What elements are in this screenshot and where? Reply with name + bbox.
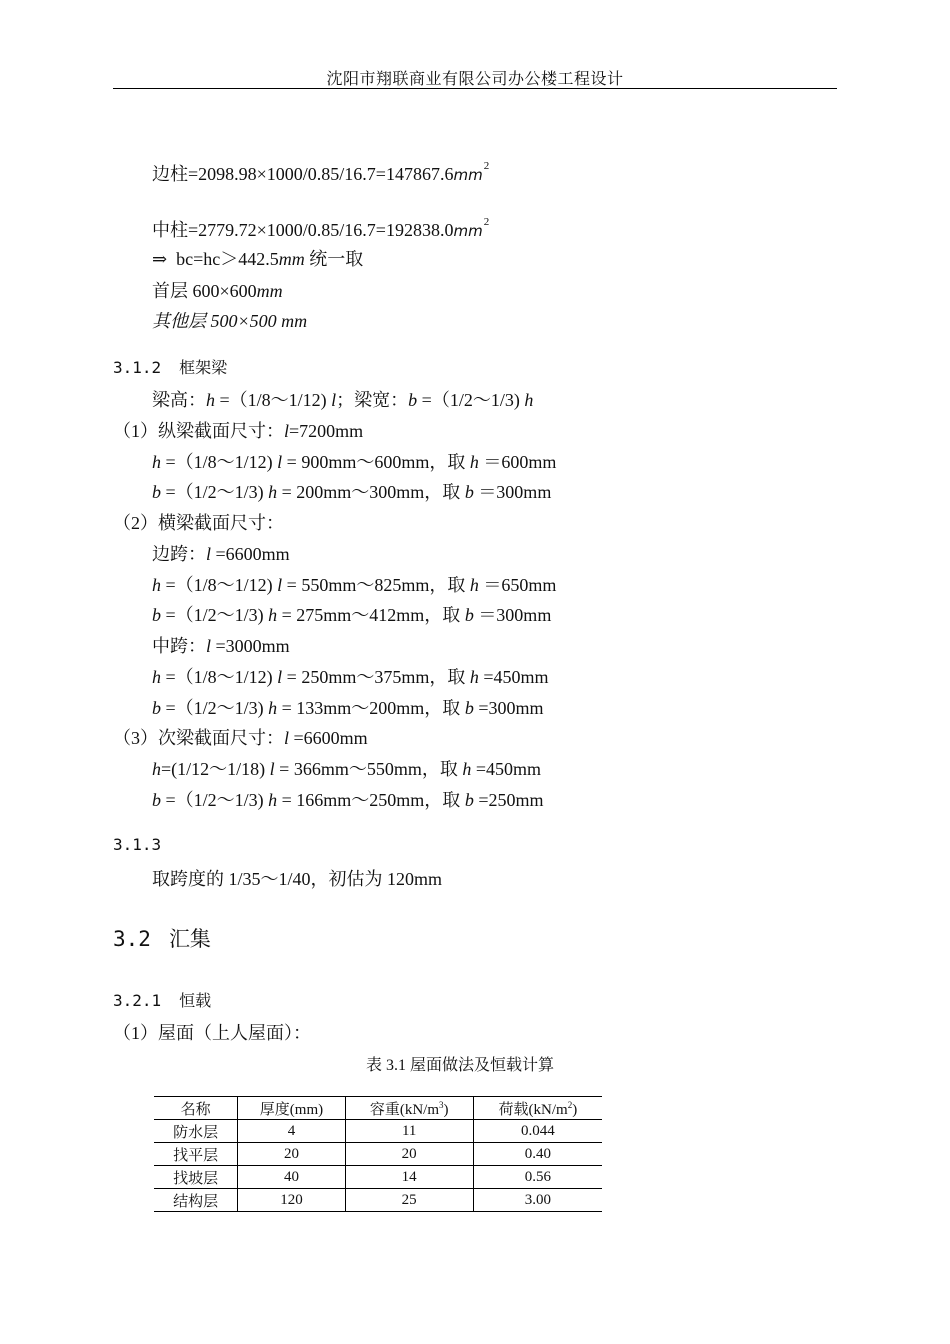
ratio-text: =(1/12～1/18)	[161, 759, 270, 779]
ratio-text: =（1/2～1/3)	[161, 605, 269, 625]
mid-h-line	[152, 666, 548, 688]
range-text: = 200mm～300mm，取	[277, 482, 465, 502]
var-b: b	[464, 790, 474, 810]
beam-rule-line	[152, 389, 533, 411]
edge-column-formula	[152, 155, 489, 186]
span-value: =6600mm	[211, 544, 290, 564]
var-l: l	[206, 636, 212, 656]
var-l: l	[284, 728, 290, 748]
column-result-line	[152, 248, 363, 270]
range-text: = 133mm～200mm，取	[277, 698, 465, 718]
edge-span-line	[152, 543, 290, 565]
var-l: l	[331, 390, 337, 410]
var-h: h	[206, 390, 215, 410]
secondary-beam-heading	[113, 727, 368, 749]
mid-b-line	[152, 697, 543, 719]
var-b: b	[408, 390, 418, 410]
range-text: = 900mm～600mm，取	[282, 452, 470, 472]
column-result-unit: mm	[278, 249, 305, 269]
beam-width-label: ；梁宽：	[336, 390, 409, 410]
cell-unit-weight: 11	[345, 1120, 473, 1143]
header-rule	[113, 88, 837, 89]
ratio-text: =（1/8～1/12)	[161, 667, 278, 687]
cell-name: 找平层	[154, 1143, 238, 1166]
var-h: h	[268, 790, 278, 810]
ratio-text: =（1/2～1/3)	[161, 790, 269, 810]
var-h: h	[152, 452, 161, 472]
table-row	[154, 1189, 602, 1212]
section-3-2-1-heading	[113, 988, 211, 1011]
var-h: h	[469, 667, 479, 687]
var-l: l	[277, 667, 283, 687]
span-value: =6600mm	[289, 728, 368, 748]
section-number: 3.2	[113, 927, 151, 951]
table-caption: 表 3.1 屋面做法及恒载计算	[365, 1057, 554, 1074]
ratio-text: =（1/2～1/3)	[417, 390, 525, 410]
var-l: l	[206, 544, 212, 564]
var-h: h	[268, 605, 278, 625]
var-h: h	[152, 667, 161, 687]
var-b: b	[152, 790, 161, 810]
var-l: l	[284, 421, 290, 441]
mid-column-unit-exp: 2	[483, 216, 490, 228]
mid-column-unit: mm	[453, 222, 483, 240]
ratio-text: =（1/8～1/12)	[215, 390, 332, 410]
cell-load: 3.00	[524, 1191, 552, 1208]
section-title: 恒载	[179, 991, 212, 1010]
column-result-text: bc=hc＞442.5	[176, 249, 279, 269]
roof-heading: （1）屋面（上人屋面）：	[113, 1023, 311, 1043]
secondary-h-line	[152, 758, 541, 780]
var-h: h	[469, 452, 479, 472]
cell-thickness: 4	[238, 1120, 345, 1143]
cell-thickness: 40	[238, 1166, 345, 1189]
section-3-1-3-heading: 3.1.3	[113, 835, 162, 854]
header-name: 名称	[154, 1097, 238, 1120]
table-row	[154, 1166, 602, 1189]
chosen-value: ＝300mm	[473, 482, 552, 502]
heading-text: （3）次梁截面尺寸：	[113, 728, 284, 748]
range-text: = 166mm～250mm，取	[277, 790, 465, 810]
chosen-value: =250mm	[473, 790, 544, 810]
first-floor-text: 首层 600×600	[152, 281, 257, 301]
other-floor-size	[152, 310, 307, 332]
var-b: b	[152, 698, 161, 718]
section-number: 3.1.2	[113, 358, 162, 377]
var-h: h	[152, 575, 161, 595]
ratio-text: =（1/2～1/3)	[161, 698, 269, 718]
span-value: =7200mm	[289, 421, 364, 441]
running-header: 沈阳市翔联商业有限公司办公楼工程设计	[326, 71, 624, 88]
var-b: b	[464, 605, 474, 625]
longitudinal-b-line	[152, 481, 551, 503]
other-floor-text: 其他层 500×500 mm	[152, 311, 308, 331]
column-result-post: 统一取	[304, 249, 364, 269]
edge-column-unit: mm	[453, 166, 483, 184]
heading-text: （1）纵梁截面尺寸：	[113, 421, 284, 441]
var-l: l	[277, 575, 283, 595]
first-floor-size	[152, 280, 283, 302]
chosen-value: ＝300mm	[473, 605, 552, 625]
edge-span-label: 边跨：	[152, 544, 206, 564]
mid-column-text: 中柱=2779.72×1000/0.85/16.7=192838.0	[152, 220, 454, 240]
var-h: h	[462, 759, 472, 779]
var-h: h	[268, 698, 278, 718]
longitudinal-h-line	[152, 451, 556, 473]
chosen-value: =300mm	[473, 698, 544, 718]
mid-span-label: 中跨：	[152, 636, 206, 656]
cell-load: 0.56	[524, 1168, 552, 1185]
table-row	[154, 1143, 602, 1166]
section-3-2-heading	[113, 923, 211, 953]
edge-h-line	[152, 574, 556, 596]
var-b: b	[464, 698, 474, 718]
edge-column-text: 边柱=2098.98×1000/0.85/16.7=147867.6	[152, 164, 454, 184]
secondary-b-line	[152, 789, 543, 811]
table-header-row	[154, 1097, 602, 1120]
slab-thickness-text: 取跨度的 1/35～1/40，初估为 120mm	[152, 869, 443, 889]
cell-name: 防水层	[154, 1120, 238, 1143]
span-value: =3000mm	[211, 636, 290, 656]
beam-height-label: 梁高：	[152, 390, 206, 410]
var-l: l	[277, 452, 283, 472]
header-unit-weight: 容重$(kN/m^3)$	[345, 1097, 473, 1120]
header-load: 荷载$(kN/m^2)$	[498, 1099, 578, 1118]
header-thickness: 厚度(mm)	[238, 1097, 345, 1120]
implies-arrow: ⇒	[152, 249, 168, 269]
section-number: 3.2.1	[113, 991, 162, 1010]
section-title: 框架梁	[179, 358, 228, 377]
var-h: h	[152, 759, 161, 779]
section-3-1-2-heading	[113, 355, 227, 378]
ratio-text: =（1/8～1/12)	[161, 452, 278, 472]
chosen-value: ＝650mm	[478, 575, 557, 595]
cell-load: 0.044	[521, 1122, 555, 1139]
ratio-text: =（1/8～1/12)	[161, 575, 278, 595]
range-text: = 250mm～375mm，取	[282, 667, 470, 687]
first-floor-unit: mm	[256, 281, 283, 301]
edge-column-unit-exp: 2	[483, 160, 490, 172]
chosen-value: =450mm	[471, 759, 541, 779]
mid-column-formula	[152, 211, 489, 242]
var-h: h	[469, 575, 479, 595]
var-h: h	[268, 482, 278, 502]
chosen-value: =450mm	[478, 667, 549, 687]
cell-unit-weight: 20	[345, 1143, 473, 1166]
cell-thickness: 20	[238, 1143, 345, 1166]
cell-unit-weight: 25	[345, 1189, 473, 1212]
var-b: b	[152, 605, 161, 625]
range-text: = 366mm～550mm，取	[274, 759, 463, 779]
range-text: = 550mm～825mm，取	[282, 575, 470, 595]
range-text: = 275mm～412mm，取	[277, 605, 465, 625]
longitudinal-beam-heading	[113, 420, 363, 442]
roof-dead-load-table	[154, 1096, 602, 1212]
edge-b-line	[152, 604, 551, 626]
cell-unit-weight: 14	[345, 1166, 473, 1189]
cell-name: 结构层	[154, 1189, 238, 1212]
cell-name: 找坡层	[154, 1166, 238, 1189]
var-b: b	[464, 482, 474, 502]
cell-load: 0.40	[524, 1145, 552, 1162]
section-title: 汇集	[168, 927, 211, 951]
var-b: b	[152, 482, 161, 502]
transverse-beam-heading: （2）横梁截面尺寸：	[113, 513, 284, 533]
chosen-value: ＝600mm	[478, 452, 557, 472]
var-l: l	[269, 759, 275, 779]
cell-thickness: 120	[238, 1189, 345, 1212]
table-row	[154, 1120, 602, 1143]
mid-span-line	[152, 635, 290, 657]
ratio-text: =（1/2～1/3)	[161, 482, 269, 502]
var-h: h	[524, 390, 534, 410]
